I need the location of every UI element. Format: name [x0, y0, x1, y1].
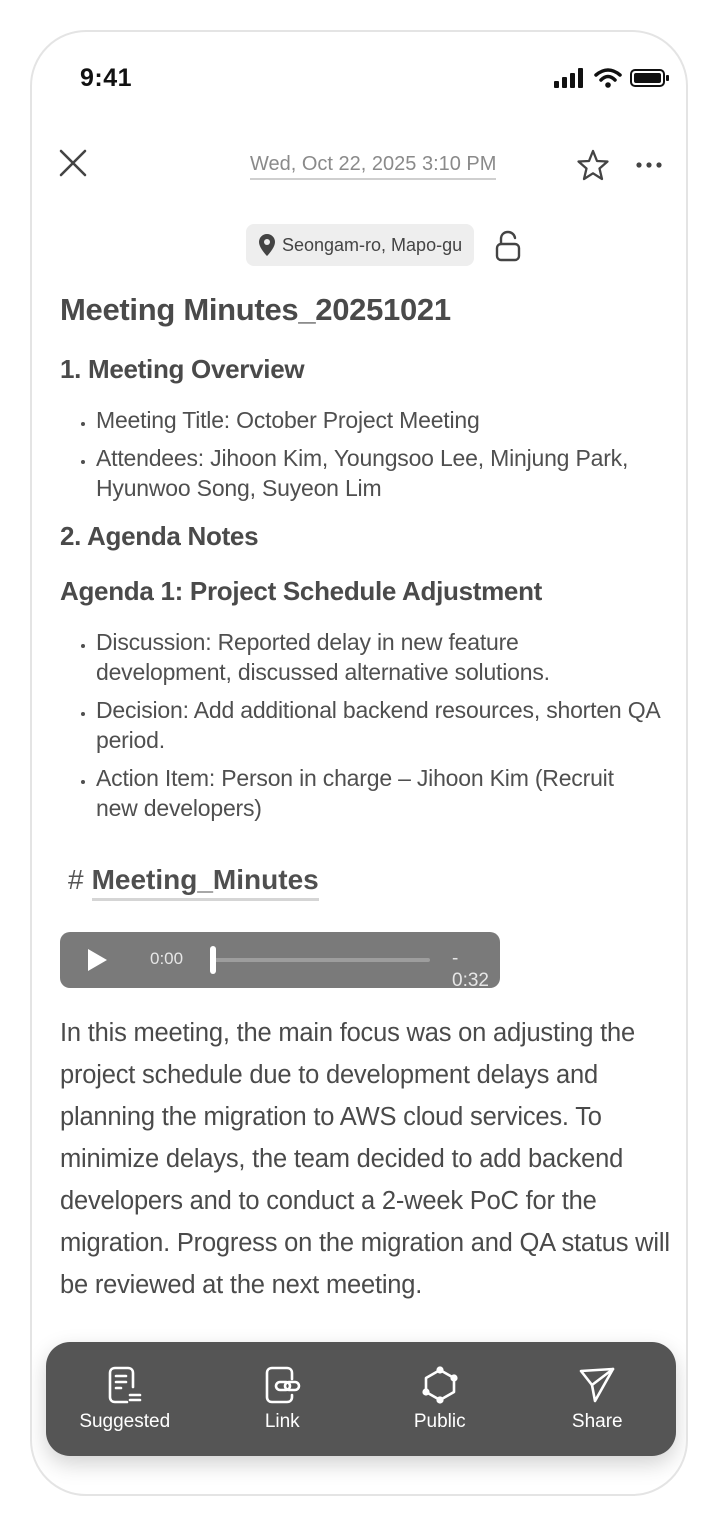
note-datetime[interactable]: Wed, Oct 22, 2025 3:10 PM	[250, 153, 496, 180]
signal-icon	[554, 68, 586, 88]
link-label: Link	[264, 1411, 300, 1432]
audio-current-time: 0:00	[150, 949, 184, 968]
agenda1-list	[60, 627, 660, 823]
link-button[interactable]	[204, 1342, 362, 1456]
bottom-toolbar	[46, 1342, 676, 1456]
wifi-icon	[594, 68, 622, 88]
send-icon	[577, 1365, 617, 1405]
public-network-icon	[420, 1365, 460, 1405]
close-icon[interactable]	[58, 148, 88, 178]
suggested-button[interactable]	[46, 1342, 204, 1456]
note-title: Meeting Minutes_20251021	[60, 292, 451, 327]
status-icons	[554, 68, 670, 88]
suggested-doc-icon	[107, 1365, 143, 1405]
audio-progress-thumb[interactable]	[210, 946, 216, 974]
summary-paragraph: In this meeting, the main focus was on adjusting the project schedule due to development delays and planning the migration to AWS cloud services. To minimize delays, the team decided to add backend developers and to conduct a 2-week PoC for the migration. Progress on the migration and QA status will be reviewed at the next meeting.	[60, 1019, 670, 1299]
agenda1-heading: Agenda 1: Project Schedule Adjustment	[60, 576, 543, 606]
list-item: • Action Item: Person in charge – Jihoon Kim (Recruit new developers)	[96, 763, 660, 823]
more-icon[interactable]	[634, 150, 664, 180]
link-icon	[263, 1365, 301, 1405]
list-item: • Meeting Title: October Project Meeting	[96, 405, 660, 435]
play-icon[interactable]	[86, 948, 108, 972]
list-item: • Decision: Add additional backend resources, shorten QA period.	[96, 695, 660, 755]
audio-remaining-time: - 0:32	[452, 948, 489, 991]
section-heading-agenda: 2. Agenda Notes	[60, 521, 259, 551]
audio-player	[60, 932, 500, 991]
unlock-icon[interactable]	[494, 230, 522, 262]
star-icon[interactable]	[576, 148, 610, 182]
list-item: • Attendees: Jihoon Kim, Youngsoo Lee, Minjung Park, Hyunwoo Song, Suyeon Lim	[96, 443, 660, 503]
location-pin-icon	[258, 233, 276, 257]
public-button[interactable]	[361, 1342, 519, 1456]
audio-progress-track[interactable]	[210, 958, 430, 962]
battery-icon	[630, 68, 670, 88]
location-pill[interactable]	[246, 224, 474, 266]
public-label: Public	[413, 1411, 466, 1432]
hash-icon: #	[68, 864, 84, 895]
overview-list	[60, 405, 660, 503]
hashtag[interactable]	[68, 864, 319, 901]
phone-frame	[30, 30, 688, 1496]
list-item: • Discussion: Reported delay in new feature development, discussed alternative solutions.	[96, 627, 660, 687]
share-button[interactable]	[519, 1342, 677, 1456]
status-time: 9:41	[80, 64, 133, 92]
location-label: Seongam-ro, Mapo-gu	[282, 234, 463, 255]
share-label: Share	[571, 1411, 623, 1432]
section-heading-overview: 1. Meeting Overview	[60, 354, 305, 384]
note-content	[60, 292, 660, 831]
suggested-label: Suggested	[79, 1411, 171, 1432]
hashtag-label: Meeting_Minutes	[92, 864, 319, 901]
